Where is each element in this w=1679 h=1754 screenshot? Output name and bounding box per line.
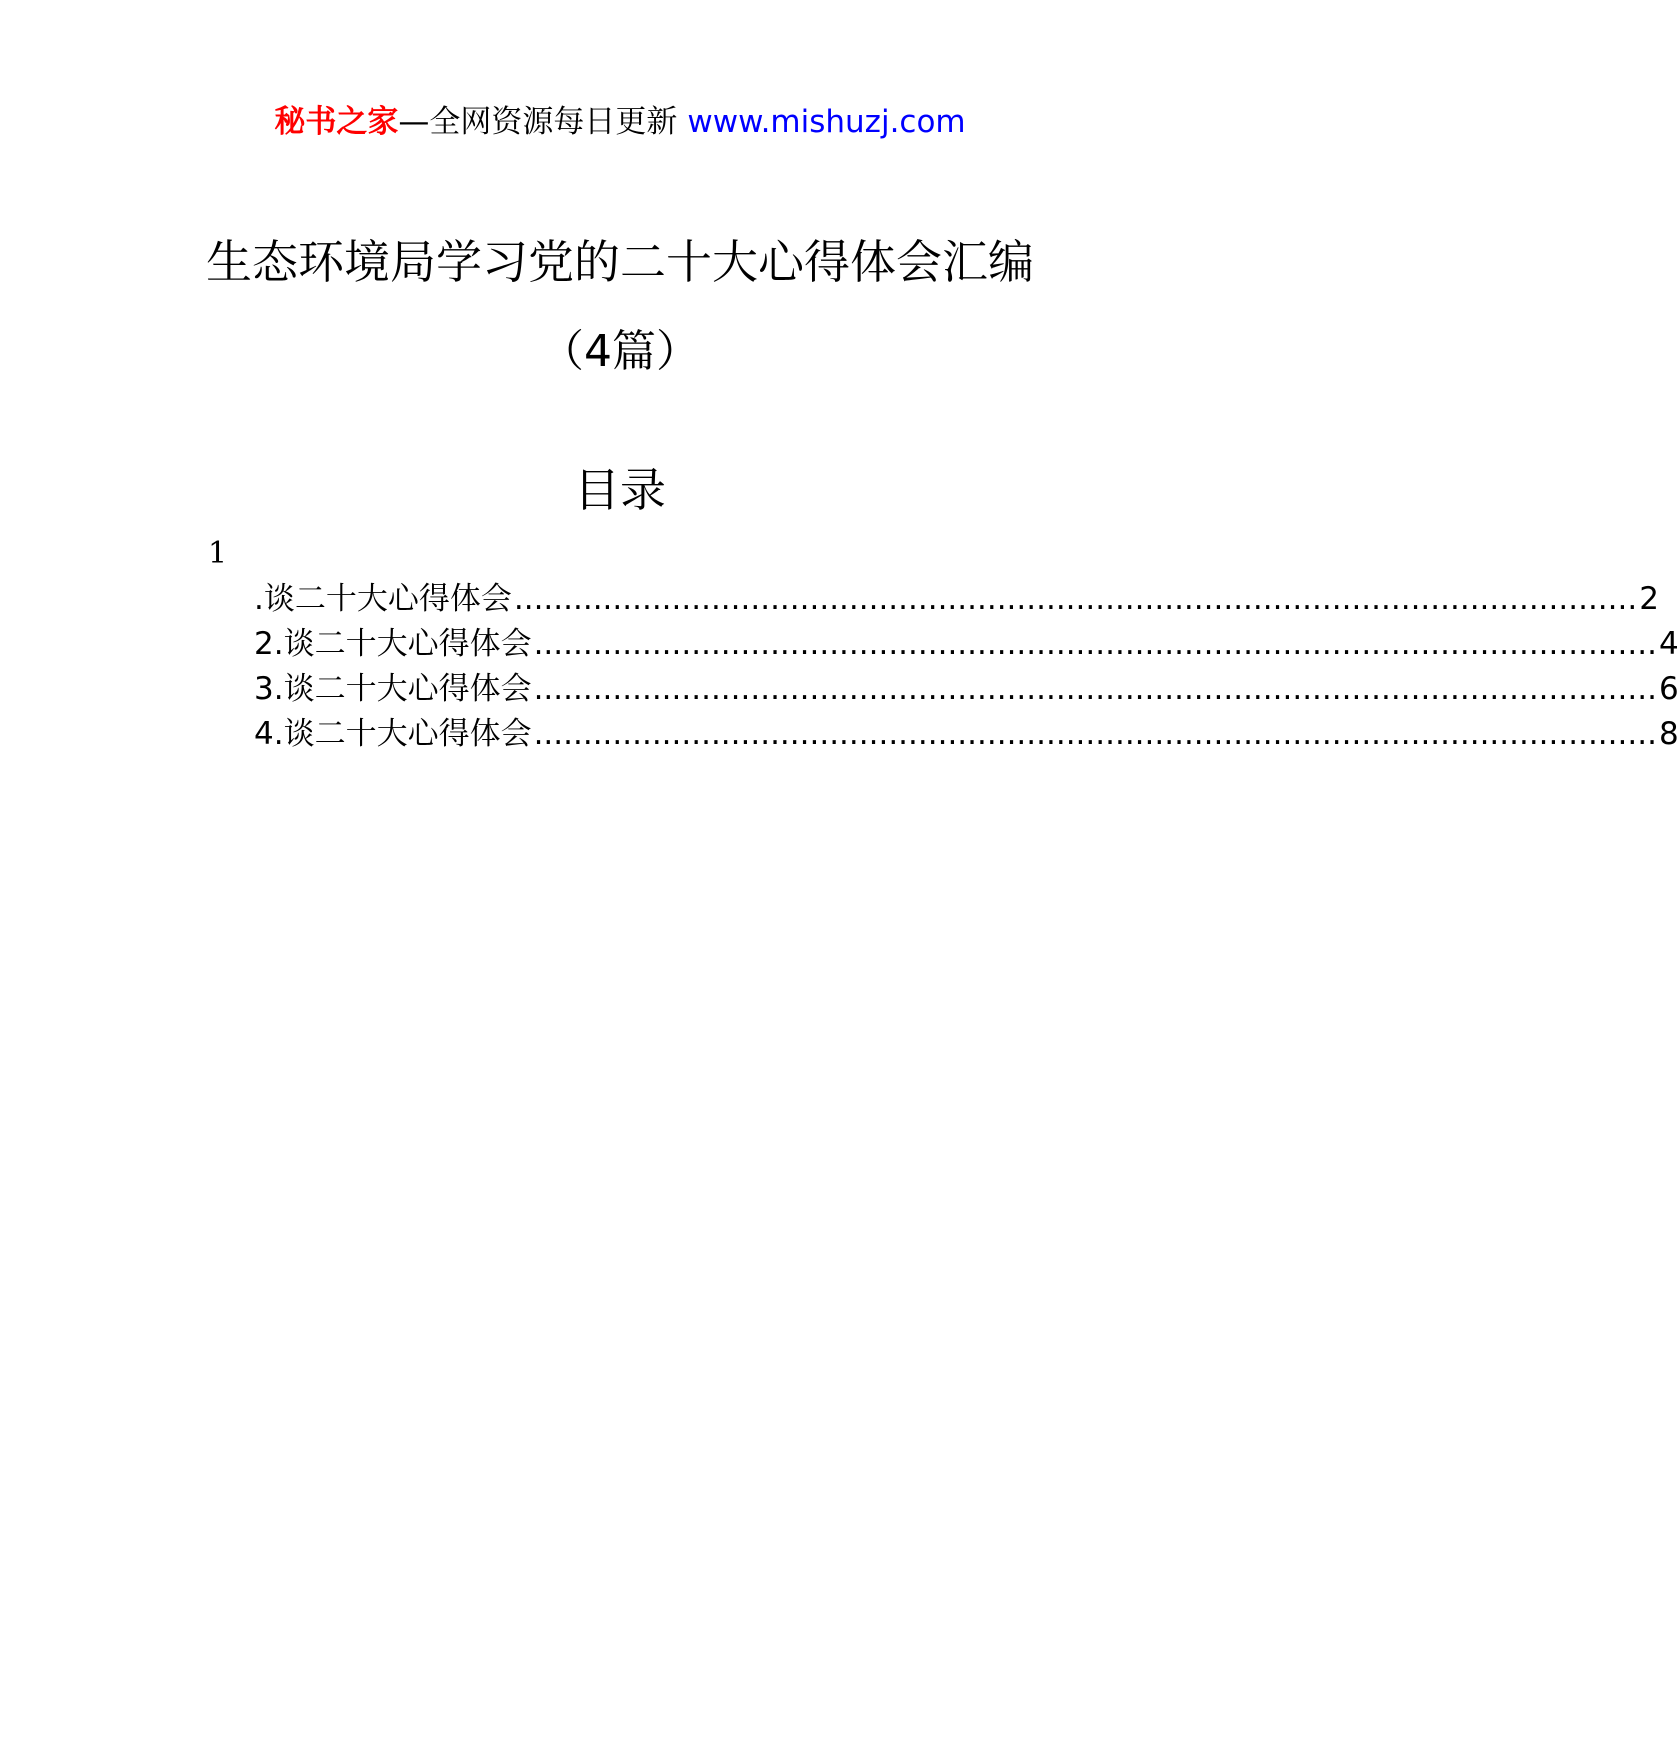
toc-entry-label: 4.谈二十大心得体会 <box>254 716 532 752</box>
toc-heading: 目录 <box>574 463 666 517</box>
toc-entry-3[interactable] <box>254 667 1679 712</box>
table-of-contents <box>254 577 1679 757</box>
toc-dot-leader: .................................................................................................................. <box>533 671 1657 707</box>
toc-page-number: 6 <box>1658 671 1679 707</box>
toc-dot-leader: .................................................................................................................. <box>533 626 1657 662</box>
toc-page-number: 2 <box>1639 581 1659 617</box>
toc-page-number: 4 <box>1658 626 1679 662</box>
brand-name[interactable]: 秘书之家 <box>274 104 399 140</box>
page-header <box>0 100 1240 144</box>
toc-entry-1[interactable] <box>254 577 1659 622</box>
site-url-link[interactable]: www.mishuzj.com <box>687 104 966 140</box>
toc-entry-label: .谈二十大心得体会 <box>254 581 512 617</box>
toc-page-number: 8 <box>1658 716 1679 752</box>
toc-entry-2[interactable] <box>254 622 1679 667</box>
document-subtitle: （4篇） <box>540 326 700 377</box>
document-title: 生态环境局学习党的二十大心得体会汇编 <box>206 235 1034 289</box>
toc-leading-number: 1 <box>208 536 228 571</box>
toc-entry-4[interactable] <box>254 712 1679 757</box>
header-slogan: —全网资源每日更新 <box>398 104 678 140</box>
toc-entry-label: 2.谈二十大心得体会 <box>254 626 532 662</box>
toc-dot-leader: .................................................................................................................. <box>513 581 1638 617</box>
toc-entry-label: 3.谈二十大心得体会 <box>254 671 532 707</box>
toc-dot-leader: .................................................................................................................. <box>533 716 1657 752</box>
